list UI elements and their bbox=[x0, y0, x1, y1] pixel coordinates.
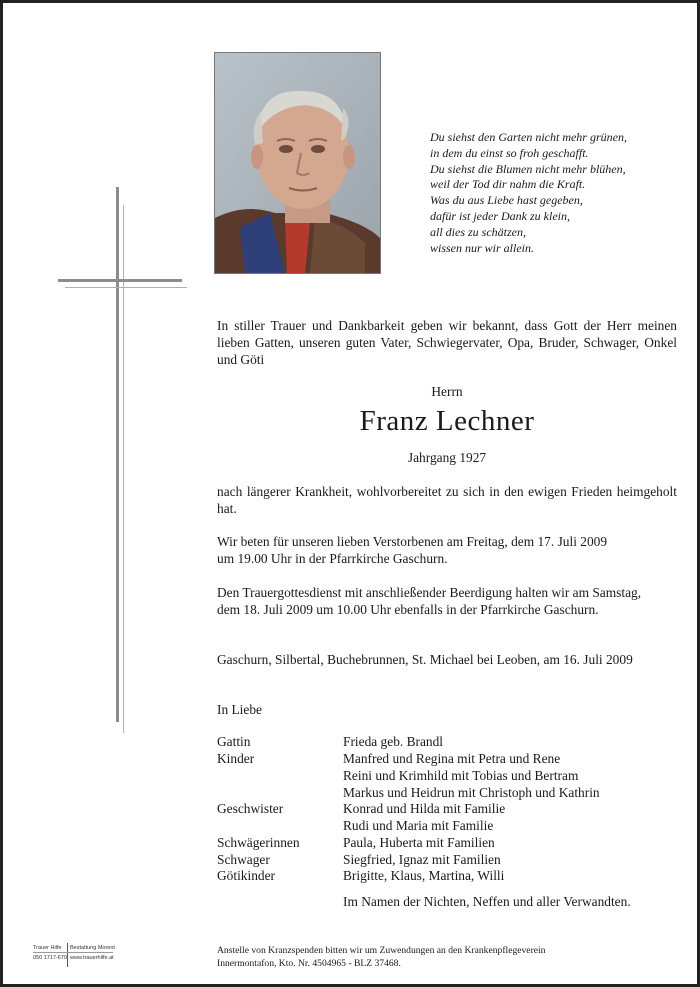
poem-line: Du siehst die Blumen nicht mehr blühen, bbox=[430, 161, 626, 176]
poem-line: in dem du einst so froh geschafft. bbox=[430, 145, 589, 160]
family-label: Gattin bbox=[217, 734, 251, 749]
funeral-home-logo bbox=[33, 943, 123, 971]
prayer-line: um 19.00 Uhr in der Pfarrkirche Gaschurn. bbox=[217, 551, 448, 566]
family-value: Frieda geb. Brandl bbox=[343, 734, 444, 749]
poem-line: all dies zu schätzen, bbox=[430, 224, 526, 239]
family-value: Rudi und Maria mit Familie bbox=[343, 818, 494, 833]
donation-line: Anstelle von Kranzspenden bitten wir um Zuwendungen an den Krankenpflegeverein bbox=[217, 945, 546, 956]
family-value: Brigitte, Klaus, Martina, Willi bbox=[343, 868, 505, 883]
family-label: Schwägerinnen bbox=[217, 835, 300, 850]
family-value: Konrad und Hilda mit Familie bbox=[343, 801, 506, 816]
cross-vertical-bar bbox=[116, 187, 119, 722]
deceased-name: Franz Lechner bbox=[359, 405, 535, 437]
passing-text: nach längerer Krankheit, wohlvorbereitet zu sich in den ewigen Frieden heimgeholt hat. bbox=[217, 484, 677, 516]
poem-line: dafür ist jeder Dank zu klein, bbox=[430, 208, 570, 223]
poem-line: weil der Tod dir nahm die Kraft. bbox=[430, 177, 586, 192]
poem-line: Was du aus Liebe hast gegeben, bbox=[430, 193, 583, 208]
family-label: Geschwister bbox=[217, 801, 284, 816]
logo-text: Bestattung Morent bbox=[70, 945, 115, 951]
funeral-line: dem 18. Juli 2009 um 10.00 Uhr ebenfalls in der Pfarrkirche Gaschurn. bbox=[217, 602, 599, 617]
cross-horizontal-bar bbox=[58, 279, 182, 282]
logo-text: Trauer Hilfe bbox=[33, 945, 62, 951]
family-value: Markus und Heidrun mit Christoph und Kathrin bbox=[343, 785, 600, 800]
portrait-photo bbox=[214, 52, 381, 274]
cross-vertical-shadow bbox=[123, 205, 124, 733]
donation-note bbox=[217, 945, 687, 970]
family-label: Götikinder bbox=[217, 868, 276, 883]
family-label: Kinder bbox=[217, 751, 255, 766]
family-value: Paula, Huberta mit Familien bbox=[343, 835, 495, 850]
prayer-line: Wir beten für unseren lieben Verstorbenen am Freitag, dem 17. Juli 2009 bbox=[217, 534, 608, 549]
family-value: Siegfried, Ignaz mit Familien bbox=[343, 852, 501, 867]
place-date: Gaschurn, Silbertal, Buchebrunnen, St. Michael bei Leoben, am 16. Juli 2009 bbox=[217, 652, 633, 667]
family-value: Reini und Krimhild mit Tobias und Bertram bbox=[343, 768, 579, 783]
relatives-line: Im Namen der Nichten, Neffen und aller Verwandten. bbox=[343, 894, 631, 909]
prayer-info bbox=[217, 533, 677, 567]
cross-horizontal-shadow bbox=[65, 287, 187, 288]
birth-year: Jahrgang 1927 bbox=[407, 450, 487, 465]
salutation: Herrn bbox=[431, 384, 463, 399]
funeral-info bbox=[217, 584, 677, 618]
logo-divider bbox=[33, 952, 113, 953]
logo-text: 050 1717-670 bbox=[33, 955, 67, 961]
logo-divider bbox=[67, 943, 68, 967]
family-label: Schwager bbox=[217, 852, 270, 867]
logo-text: www.trauerhilfe.at bbox=[70, 955, 114, 961]
in-love-heading: In Liebe bbox=[217, 702, 262, 717]
memorial-poem bbox=[430, 130, 690, 256]
funeral-line: Den Trauergottesdienst mit anschließender Beerdigung halten wir am Samstag, bbox=[217, 585, 642, 600]
poem-line: wissen nur wir allein. bbox=[430, 240, 535, 255]
donation-line: Innermontafon, Kto. Nr. 4504965 - BLZ 37468. bbox=[217, 957, 401, 969]
poem-line: Du siehst den Garten nicht mehr grünen, bbox=[430, 130, 627, 144]
intro-text: In stiller Trauer und Dankbarkeit geben wir bekannt, dass Gott der Herr meinen lieben Gatten, unseren guten Vater, Schwiegervater, Opa, Bruder, Schwager, Onkel und Göti bbox=[217, 318, 677, 367]
family-value: Manfred und Regina mit Petra und Rene bbox=[343, 751, 561, 766]
